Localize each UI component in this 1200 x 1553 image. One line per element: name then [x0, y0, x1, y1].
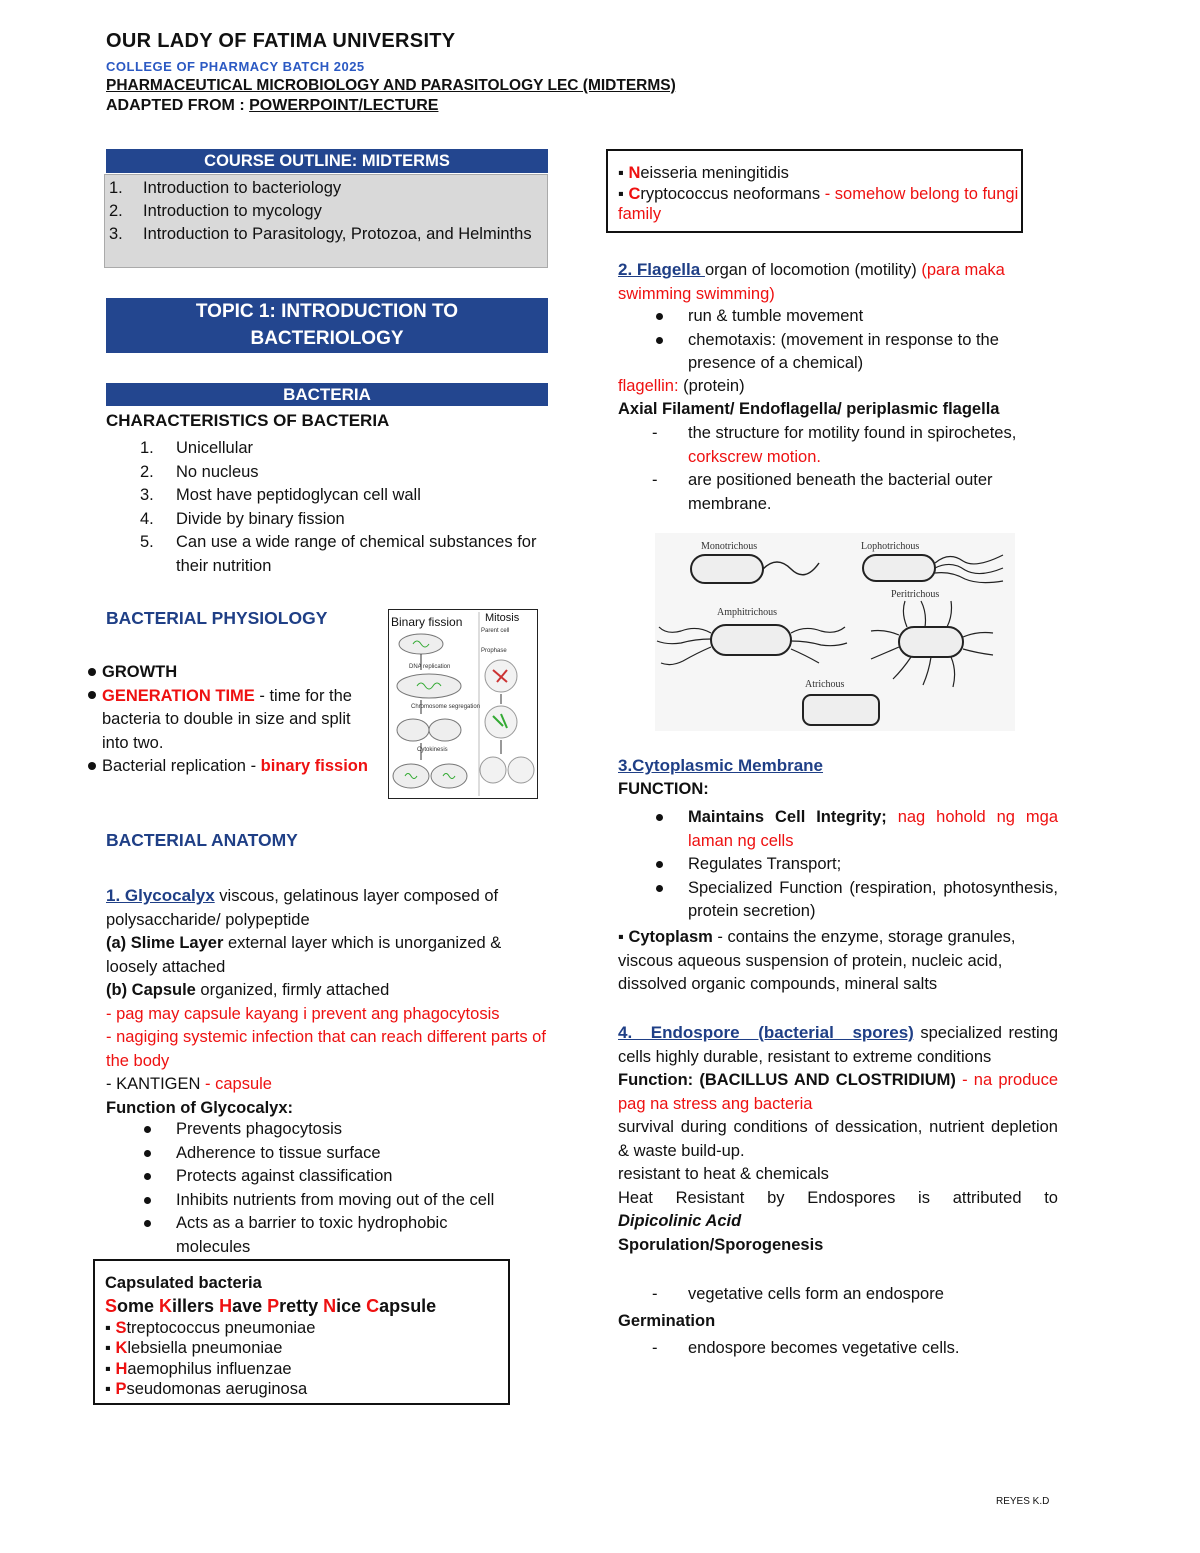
list-item: ▪ Klebsiella pneumoniae	[105, 1339, 283, 1357]
cytoplasm: ▪ Cytoplasm - contains the enzyme, storage granules, viscous aqueous suspension of protein, nucleic acid, dissolved organic compounds, mineral salts	[618, 928, 1016, 993]
slime-layer: (a) Slime Layer external layer which is unorganized & loosely attached	[106, 934, 502, 976]
svg-text:Cytokinesis: Cytokinesis	[417, 747, 448, 753]
growth-item: GROWTH	[88, 661, 368, 685]
list-item: ▪ Pseudomonas aeruginosa	[105, 1380, 308, 1398]
topic-bar	[106, 298, 548, 353]
flagella-title: 2. Flagella	[618, 260, 705, 279]
capsule-note-1: - pag may capsule kayang i prevent ang phagocytosis	[106, 1004, 500, 1023]
flagella-def: 2. Flagella organ of locomotion (motility) (para maka swimming swimming)	[618, 260, 1005, 303]
course-outline	[104, 174, 548, 268]
germination-list	[652, 1337, 1032, 1361]
flagellin: flagellin: (protein)	[618, 377, 745, 395]
endospore-function: Function: (BACILLUS AND CLOSTRIDIUM) - na produce pag na stress ang bacteria	[618, 1071, 1058, 1113]
svg-text:Amphitrichous: Amphitrichous	[717, 607, 777, 618]
replication-item: Bacterial replication - binary fission	[88, 755, 368, 779]
bacteria-bar-label: BACTERIA	[283, 385, 371, 404]
list-item: Maintains Cell Integrity; nag hohold ng mga laman ng cells	[652, 806, 1058, 853]
list-item: - endospore becomes vegetative cells.	[652, 1339, 960, 1357]
endospore-survival: survival during conditions of dessication, nutrient depletion & waste build-up.	[618, 1118, 1058, 1160]
capsule-note-2: - nagiging systemic infection that can reach different parts of the body	[106, 1028, 546, 1070]
list-item: ▪ Cryptococcus neoformans - somehow belong to fungi family	[618, 184, 1019, 223]
glycocalyx-title: 1. Glycocalyx	[106, 886, 215, 905]
capsulated-continued-box	[606, 149, 1023, 233]
adapted-label: ADAPTED FROM :	[106, 97, 250, 114]
svg-text:Monotrichous: Monotrichous	[701, 541, 758, 552]
characteristics-heading: CHARACTERISTICS OF BACTERIA	[106, 411, 390, 430]
list-item: Regulates Transport;	[652, 853, 1058, 877]
endospore-resistant: resistant to heat & chemicals	[618, 1165, 829, 1183]
flagella-arrangement-figure	[655, 533, 1015, 731]
svg-text:Parent cell: Parent cell	[481, 628, 510, 634]
list-item: Inhibits nutrients from moving out of the cell	[140, 1189, 540, 1213]
list-item: ▪ Streptococcus pneumoniae	[105, 1318, 316, 1337]
topic-line-2: BACTERIOLOGY	[250, 328, 404, 349]
footer-author: REYES K.D	[996, 1496, 1050, 1507]
figure-right-title: Mitosis	[485, 612, 520, 624]
course-title: PHARMACEUTICAL MICROBIOLOGY AND PARASITOLOGY LEC (MIDTERMS)	[106, 77, 676, 94]
adapted-from	[106, 97, 806, 115]
list-item: Specialized Function (respiration, photosynthesis, protein secretion)	[652, 877, 1058, 924]
topic-line-1: TOPIC 1: INTRODUCTION TO	[195, 301, 459, 322]
list-item: Acts as a barrier to toxic hydrophobic molecules	[140, 1212, 540, 1259]
endospore-section	[618, 1021, 1058, 1257]
flagella-diagram	[655, 533, 1015, 731]
svg-text:Atrichous: Atrichous	[805, 679, 845, 690]
svg-text:Chromosome segregation: Chromosome segregation	[411, 704, 481, 710]
list-item: 2. No nucleus	[140, 462, 259, 481]
list-item: - vegetative cells form an endospore	[652, 1285, 944, 1303]
capsulated-mnemonic: Some Killers Have Pretty Nice Capsule	[105, 1295, 437, 1316]
capsulated-bacteria-box	[93, 1259, 510, 1405]
membrane-function-label: FUNCTION:	[618, 779, 709, 798]
list-item: run & tumble movement	[652, 305, 1052, 329]
endospore-title: 4. Endospore (bacterial spores)	[618, 1023, 914, 1042]
university-name: OUR LADY OF FATIMA UNIVERSITY	[106, 30, 456, 52]
axial-list	[652, 422, 1032, 516]
outline-title: COURSE OUTLINE: MIDTERMS	[204, 152, 450, 170]
list-item: ▪ Haemophilus influenzae	[105, 1359, 292, 1378]
list-item: - the structure for motility found in spirochetes, corkscrew motion.	[652, 424, 1017, 466]
endospore-def: 4. Endospore (bacterial spores) specialized resting cells highly durable, resistant to extreme conditions	[618, 1023, 1058, 1066]
germination-heading: Germination	[618, 1312, 716, 1330]
outline-item: 2. Introduction to mycology	[109, 202, 322, 220]
list-item: 4. Divide by binary fission	[140, 509, 345, 528]
list-item: - are positioned beneath the bacterial outer membrane.	[652, 471, 993, 513]
sporulation-list	[652, 1283, 1032, 1307]
characteristics-list	[140, 437, 548, 578]
list-item: 5. Can use a wide range of chemical substances for their nutrition	[140, 533, 537, 575]
sporulation-heading: Sporulation/Sporogenesis	[618, 1235, 824, 1254]
flagella-section	[618, 258, 1058, 306]
membrane-section	[618, 754, 1058, 801]
outline-item: 3. Introduction to Parasitology, Protozoa, and Helminths	[109, 225, 532, 243]
document-header	[106, 30, 806, 115]
list-item: 3. Most have peptidoglycan cell wall	[140, 486, 421, 504]
list-item: 1. Unicellular	[140, 439, 254, 457]
glycocalyx-function-heading: Function of Glycocalyx:	[106, 1098, 294, 1117]
list-item: Protects against classification	[140, 1165, 540, 1189]
adapted-value: POWERPOINT/LECTURE	[249, 97, 439, 114]
list-item: Adherence to tissue surface	[140, 1142, 540, 1166]
svg-text:Peritrichous: Peritrichous	[891, 589, 940, 600]
list-item: chemotaxis: (movement in response to the presence of a chemical)	[652, 329, 1052, 376]
physiology-heading: BACTERIAL PHYSIOLOGY	[106, 608, 328, 628]
outline-title-bar	[106, 149, 548, 173]
glycocalyx-section	[106, 884, 548, 1120]
figure-left-title: Binary fission	[391, 615, 463, 629]
anatomy-heading: BACTERIAL ANATOMY	[106, 830, 298, 850]
bacteria-bar	[106, 383, 548, 406]
glycocalyx-functions	[140, 1118, 540, 1259]
endospore-heat: Heat Resistant by Endospores is attributed to	[618, 1188, 1058, 1207]
physiology-list	[88, 661, 368, 779]
list-item: Prevents phagocytosis	[140, 1118, 540, 1142]
svg-text:DNA replication: DNA replication	[409, 664, 451, 670]
binary-fission-figure	[388, 609, 538, 799]
svg-text:Prophase: Prophase	[481, 648, 507, 654]
capsulated-title: Capsulated bacteria	[105, 1274, 262, 1292]
dipicolinic-acid: Dipicolinic Acid	[618, 1212, 742, 1230]
list-item: ▪ Neisseria meningitidis	[618, 164, 789, 182]
kantigen: - KANTIGEN - capsule	[106, 1075, 272, 1093]
generation-time-item: GENERATION TIME - time for the bacteria to double in size and split into two.	[88, 685, 368, 756]
glycocalyx-def: 1. Glycocalyx viscous, gelatinous layer composed of polysaccharide/ polypeptide	[106, 886, 499, 929]
svg-text:Lophotrichous: Lophotrichous	[861, 541, 920, 552]
outline-item: 1. Introduction to bacteriology	[109, 179, 342, 197]
capsule-def: (b) Capsule organized, firmly attached	[106, 981, 390, 999]
flagella-bullets	[652, 305, 1052, 376]
membrane-functions	[652, 806, 1058, 924]
fission-diagram	[389, 610, 537, 798]
axial-heading: Axial Filament/ Endoflagella/ periplasmic flagella	[618, 400, 1000, 418]
college-batch: COLLEGE OF PHARMACY BATCH 2025	[106, 59, 365, 74]
membrane-title: 3.Cytoplasmic Membrane	[618, 756, 824, 775]
